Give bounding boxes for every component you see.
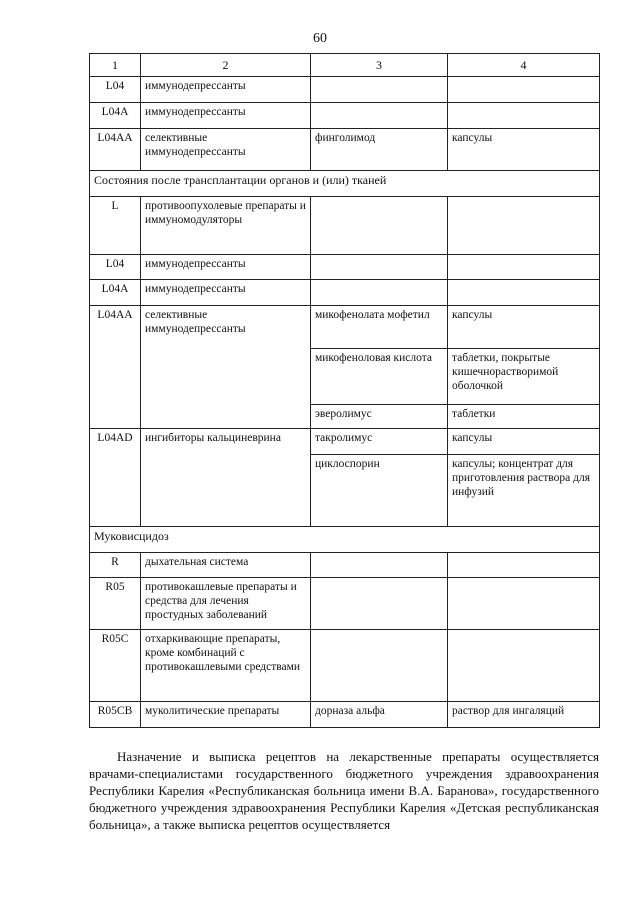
drug-cell: дорназа альфа [311,702,448,728]
section-title: Состояния после трансплантации органов и (или) тканей [90,171,600,197]
form-cell [448,630,600,702]
form-cell: таблетки, покрытые кишечнорастворимой оболочкой [448,349,600,405]
group-cell: иммунодепрессанты [141,77,311,103]
atc-code-cell: L04A [90,103,141,129]
drug-cell [311,553,448,578]
group-cell: иммунодепрессанты [141,103,311,129]
table-row [90,103,600,129]
atc-code-cell: R05CB [90,702,141,728]
table-row [90,553,600,578]
section-title: Муковисцидоз [90,527,600,553]
form-cell [448,77,600,103]
group-cell: ингибиторы кальциневрина [141,429,311,527]
header-cell: 2 [141,54,311,77]
form-cell: капсулы; концентрат для приготовления раствора для инфузий [448,455,600,527]
form-cell [448,280,600,306]
drug-table [89,53,600,728]
group-cell: дыхательная система [141,553,311,578]
header-cell: 3 [311,54,448,77]
atc-code-cell: L04AD [90,429,141,527]
form-cell [448,553,600,578]
drug-cell [311,280,448,306]
table-row [90,129,600,171]
section-row [90,171,600,197]
form-cell: капсулы [448,129,600,171]
drug-cell: такролимус [311,429,448,455]
table-row [90,77,600,103]
atc-code-cell: L04A [90,280,141,306]
drug-cell [311,255,448,280]
group-cell: отхаркивающие препараты, кроме комбинаций с противокашлевыми средствами [141,630,311,702]
drug-cell [311,77,448,103]
group-cell: иммунодепрессанты [141,255,311,280]
drug-cell: финголимод [311,129,448,171]
drug-cell [311,103,448,129]
table-row [90,197,600,255]
form-cell: раствор для ингаляций [448,702,600,728]
table-row [90,255,600,280]
table-row [90,429,600,455]
drug-cell: эверолимус [311,405,448,429]
form-cell: капсулы [448,306,600,349]
drug-cell [311,578,448,630]
drug-cell: микофеноловая кислота [311,349,448,405]
drug-cell: микофенолата мофетил [311,306,448,349]
atc-code-cell: L04AA [90,306,141,429]
group-cell: муколитические препараты [141,702,311,728]
table-row [90,630,600,702]
atc-code-cell: R05C [90,630,141,702]
atc-code-cell: R05 [90,578,141,630]
drug-cell [311,197,448,255]
form-cell: таблетки [448,405,600,429]
paragraph-text: Назначение и выписка рецептов на лекарственные препараты осуществляется врачами-специалистами государственного бюджетного учреждения здравоохранения Республики Карелия «Республиканская больница имени В.А. Баранова», государственного бюджетного учреждения здравоохранения Республики Карелия «Детская республиканская больница», а также выписка рецептов осуществляется [89,749,599,832]
group-cell: противоопухолевые препараты и иммуномодуляторы [141,197,311,255]
atc-code-cell: L04 [90,77,141,103]
page-number: 60 [313,31,327,46]
table-row [90,306,600,349]
table-row [90,702,600,728]
form-cell [448,578,600,630]
body-paragraph [89,748,599,833]
group-cell: иммунодепрессанты [141,280,311,306]
drug-cell: циклоспорин [311,455,448,527]
drug-cell [311,630,448,702]
table-row [90,280,600,306]
section-row [90,527,600,553]
atc-code-cell: R [90,553,141,578]
form-cell [448,255,600,280]
form-cell: капсулы [448,429,600,455]
atc-code-cell: L04AA [90,129,141,171]
table-header-row [90,54,600,77]
header-cell: 4 [448,54,600,77]
table-row [90,578,600,630]
form-cell [448,103,600,129]
atc-code-cell: L [90,197,141,255]
group-cell: противокашлевые препараты и средства для лечения простудных заболеваний [141,578,311,630]
group-cell: селективные иммунодепрессанты [141,306,311,429]
atc-code-cell: L04 [90,255,141,280]
group-cell: селективные иммунодепрессанты [141,129,311,171]
header-cell: 1 [90,54,141,77]
form-cell [448,197,600,255]
